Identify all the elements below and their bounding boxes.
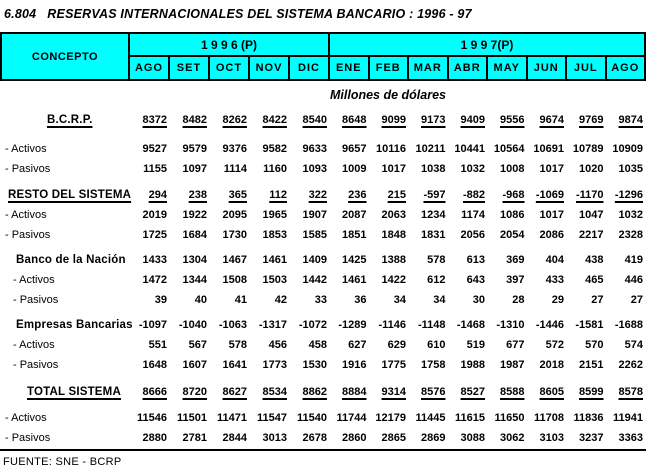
row-label: Banco de la Nación: [16, 254, 126, 266]
value-cell: 34: [393, 294, 406, 306]
value-cell: 433: [545, 274, 564, 286]
value-cell: 8648: [342, 114, 367, 126]
year-1996-header: 1 9 9 6 (P): [130, 34, 328, 55]
value-cell: 1472: [142, 274, 167, 286]
value-cell: 3013: [262, 432, 287, 444]
value-cell: 8627: [222, 386, 247, 398]
value-cell: 1032: [460, 163, 485, 175]
value-cell: 1461: [262, 254, 287, 266]
table-row: [0, 382, 646, 402]
value-cell: 9527: [142, 143, 167, 155]
value-cell: -882: [462, 189, 485, 201]
value-cell: 8540: [302, 114, 327, 126]
row-label: - Activos: [5, 209, 47, 221]
value-cell: 322: [308, 189, 327, 201]
table-row: [0, 355, 646, 375]
value-cell: 1388: [381, 254, 406, 266]
value-cell: 8372: [142, 114, 167, 126]
value-cell: 3103: [539, 432, 564, 444]
value-cell: 1008: [500, 163, 525, 175]
table-row: [0, 335, 646, 355]
value-cell: 11501: [177, 412, 207, 424]
value-cell: -968: [502, 189, 525, 201]
value-cell: 465: [585, 274, 604, 286]
value-cell: 1425: [342, 254, 367, 266]
value-cell: 8578: [618, 386, 643, 398]
value-cell: 1174: [461, 209, 485, 221]
value-cell: 1017: [381, 163, 406, 175]
row-label: - Pasivos: [13, 294, 59, 306]
value-cell: 1234: [421, 209, 446, 221]
value-cell: 1585: [302, 229, 327, 241]
value-cell: 2869: [421, 432, 446, 444]
value-cell: 1433: [142, 254, 167, 266]
value-cell: 2328: [618, 229, 643, 241]
month-header-1996-dic: DIC: [290, 57, 328, 79]
row-label: B.C.R.P.: [47, 114, 93, 126]
value-cell: 8599: [579, 386, 604, 398]
value-cell: 446: [624, 274, 643, 286]
value-cell: 1047: [579, 209, 604, 221]
value-cell: 1422: [381, 274, 406, 286]
value-cell: 574: [624, 339, 643, 351]
value-cell: -1069: [535, 189, 564, 201]
value-cell: 9674: [539, 114, 564, 126]
row-label: TOTAL SISTEMA: [27, 386, 121, 398]
value-cell: 1017: [539, 209, 564, 221]
value-cell: 2063: [381, 209, 406, 221]
value-cell: -1063: [218, 319, 247, 331]
value-cell: 2018: [539, 359, 564, 371]
value-cell: 1304: [182, 254, 207, 266]
value-cell: 11471: [217, 412, 247, 424]
value-cell: 8482: [182, 114, 207, 126]
value-cell: 9769: [579, 114, 604, 126]
value-cell: -1296: [614, 189, 643, 201]
value-cell: 11744: [336, 412, 367, 424]
month-header-1997-mar: MAR: [409, 57, 447, 79]
value-cell: 9173: [421, 114, 446, 126]
value-cell: 551: [148, 339, 167, 351]
value-cell: 1093: [302, 163, 327, 175]
value-cell: 610: [427, 339, 446, 351]
value-cell: 11836: [573, 412, 604, 424]
value-cell: 365: [228, 189, 247, 201]
value-cell: 8605: [539, 386, 564, 398]
value-cell: 567: [188, 339, 207, 351]
value-cell: 2781: [182, 432, 207, 444]
value-cell: 10564: [493, 143, 525, 155]
value-cell: 1442: [302, 274, 327, 286]
value-cell: 33: [314, 294, 327, 306]
value-cell: 9376: [222, 143, 247, 155]
value-cell: 9556: [500, 114, 525, 126]
value-cell: 11708: [534, 412, 564, 424]
month-header-1997-jun: JUN: [528, 57, 566, 79]
month-header-1996-set: SET: [170, 57, 208, 79]
value-cell: 10909: [612, 143, 643, 155]
table-row: [0, 270, 646, 290]
month-header-1996-nov: NOV: [250, 57, 288, 79]
value-cell: 1503: [262, 274, 287, 286]
month-header-1997-ago: AGO: [607, 57, 645, 79]
value-cell: 30: [472, 294, 485, 306]
value-cell: 8884: [342, 386, 367, 398]
value-cell: 1851: [342, 229, 367, 241]
value-cell: 2262: [618, 359, 643, 371]
row-label: - Activos: [5, 412, 47, 424]
value-cell: 1160: [263, 163, 287, 175]
value-cell: 2880: [142, 432, 167, 444]
value-cell: 39: [154, 294, 167, 306]
value-cell: 2019: [142, 209, 167, 221]
value-cell: 1987: [500, 359, 525, 371]
value-cell: 12179: [375, 412, 406, 424]
value-cell: -1310: [496, 319, 525, 331]
value-cell: -1446: [535, 319, 564, 331]
row-label: - Activos: [13, 274, 55, 286]
value-cell: 1530: [302, 359, 327, 371]
table-row: [0, 290, 646, 310]
value-cell: 9874: [618, 114, 643, 126]
table-header: [0, 32, 646, 81]
value-cell: 643: [466, 274, 485, 286]
value-cell: 294: [148, 189, 167, 201]
row-label: - Pasivos: [5, 229, 51, 241]
value-cell: 1607: [182, 359, 207, 371]
value-cell: 8588: [500, 386, 525, 398]
value-cell: 34: [433, 294, 446, 306]
value-cell: -1040: [178, 319, 207, 331]
value-cell: 1020: [579, 163, 604, 175]
value-cell: 612: [427, 274, 446, 286]
month-header-1997-jul: JUL: [567, 57, 605, 79]
value-cell: 438: [585, 254, 604, 266]
value-cell: 27: [591, 294, 604, 306]
value-cell: 1922: [182, 209, 207, 221]
units-label: Millones de dólares: [329, 88, 446, 102]
value-cell: 1009: [342, 163, 367, 175]
value-cell: 112: [269, 189, 287, 201]
value-cell: 10211: [415, 143, 446, 155]
value-cell: 458: [308, 339, 327, 351]
value-cell: 28: [512, 294, 525, 306]
value-cell: 629: [387, 339, 406, 351]
value-cell: 27: [630, 294, 643, 306]
value-cell: 627: [348, 339, 367, 351]
value-cell: 2860: [342, 432, 367, 444]
table-row: [0, 428, 646, 448]
value-cell: 215: [387, 189, 406, 201]
value-cell: 2678: [302, 432, 327, 444]
month-header-1997-abr: ABR: [449, 57, 487, 79]
value-cell: -1581: [575, 319, 604, 331]
value-cell: 41: [234, 294, 247, 306]
row-label: - Activos: [13, 339, 55, 351]
value-cell: 9657: [342, 143, 367, 155]
value-cell: 11547: [257, 412, 287, 424]
value-cell: 42: [274, 294, 287, 306]
table-row: [0, 139, 646, 159]
month-header-1996-oct: OCT: [210, 57, 248, 79]
value-cell: 613: [466, 254, 485, 266]
value-cell: 1916: [342, 359, 367, 371]
value-cell: 8534: [262, 386, 287, 398]
value-cell: 1086: [500, 209, 525, 221]
value-cell: 1032: [618, 209, 643, 221]
value-cell: 8576: [421, 386, 446, 398]
value-cell: 10789: [572, 143, 604, 155]
value-cell: 11941: [613, 412, 643, 424]
value-cell: -1148: [417, 319, 446, 331]
value-cell: 3363: [618, 432, 643, 444]
value-cell: 1017: [539, 163, 564, 175]
value-cell: 9582: [262, 143, 287, 155]
table-row: [0, 250, 646, 270]
value-cell: 40: [194, 294, 207, 306]
value-cell: 9409: [460, 114, 485, 126]
value-cell: 404: [545, 254, 564, 266]
value-cell: 8262: [222, 114, 247, 126]
value-cell: 11615: [455, 412, 485, 424]
value-cell: 1853: [262, 229, 287, 241]
value-cell: 2054: [500, 229, 525, 241]
table-row: [0, 205, 646, 225]
month-header-1997-ene: ENE: [330, 57, 368, 79]
row-label: - Pasivos: [5, 432, 51, 444]
value-cell: 11540: [297, 412, 327, 424]
value-cell: 8527: [460, 386, 485, 398]
value-cell: -1170: [575, 189, 604, 201]
value-cell: 9579: [182, 143, 207, 155]
page-title: 6.804 RESERVAS INTERNACIONALES DEL SISTEMA BANCARIO : 1996 - 97: [4, 7, 472, 21]
value-cell: 1035: [618, 163, 643, 175]
value-cell: -1468: [456, 319, 485, 331]
value-cell: 1409: [302, 254, 327, 266]
row-label: RESTO DEL SISTEMA: [8, 189, 132, 201]
value-cell: 2087: [342, 209, 367, 221]
value-cell: 578: [228, 339, 247, 351]
value-cell: 10441: [454, 143, 485, 155]
value-cell: 519: [466, 339, 485, 351]
value-cell: -597: [423, 189, 446, 201]
value-cell: -1097: [138, 319, 167, 331]
value-cell: 2056: [460, 229, 485, 241]
table-row: [0, 225, 646, 245]
value-cell: 9314: [381, 386, 406, 398]
value-cell: 8666: [142, 386, 167, 398]
value-cell: 236: [348, 189, 367, 201]
value-cell: 10116: [376, 143, 406, 155]
value-cell: 8720: [182, 386, 207, 398]
value-cell: 3062: [500, 432, 525, 444]
value-cell: 1155: [143, 163, 167, 175]
value-cell: 11546: [137, 412, 167, 424]
value-cell: 11445: [415, 412, 446, 424]
value-cell: 8862: [302, 386, 327, 398]
value-cell: 2217: [579, 229, 604, 241]
value-cell: -1289: [338, 319, 367, 331]
value-cell: 1648: [142, 359, 167, 371]
row-label: - Activos: [5, 143, 47, 155]
value-cell: 1684: [182, 229, 207, 241]
value-cell: 397: [506, 274, 525, 286]
value-cell: 11650: [494, 412, 525, 424]
value-cell: 29: [551, 294, 564, 306]
value-cell: -1688: [614, 319, 643, 331]
value-cell: 1730: [222, 229, 247, 241]
value-cell: 369: [506, 254, 525, 266]
value-cell: 9099: [381, 114, 406, 126]
month-header-1997-may: MAY: [488, 57, 526, 79]
month-header-1997-feb: FEB: [370, 57, 408, 79]
table-row: [0, 408, 646, 428]
value-cell: 1467: [222, 254, 247, 266]
value-cell: 2095: [222, 209, 247, 221]
row-label: - Pasivos: [13, 359, 59, 371]
value-cell: 2151: [579, 359, 604, 371]
row-label: - Pasivos: [5, 163, 51, 175]
value-cell: 2086: [539, 229, 564, 241]
value-cell: 9633: [302, 143, 327, 155]
table-row: [0, 110, 646, 130]
value-cell: 1097: [182, 163, 207, 175]
value-cell: 1988: [460, 359, 485, 371]
value-cell: 570: [585, 339, 604, 351]
value-cell: 36: [354, 294, 367, 306]
value-cell: 238: [188, 189, 207, 201]
value-cell: 2844: [222, 432, 247, 444]
value-cell: 2865: [381, 432, 406, 444]
value-cell: 1758: [421, 359, 446, 371]
value-cell: 1641: [222, 359, 247, 371]
value-cell: -1317: [258, 319, 287, 331]
value-cell: 3237: [579, 432, 604, 444]
value-cell: 1344: [182, 274, 207, 286]
value-cell: 419: [624, 254, 643, 266]
value-cell: 1907: [302, 209, 327, 221]
value-cell: 1965: [262, 209, 287, 221]
value-cell: 1725: [142, 229, 167, 241]
value-cell: 1773: [262, 359, 287, 371]
value-cell: -1072: [298, 319, 327, 331]
value-cell: 8422: [262, 114, 287, 126]
table-body: [0, 110, 646, 448]
value-cell: 10691: [533, 143, 564, 155]
table-row: [0, 185, 646, 205]
month-header-1996-ago: AGO: [130, 57, 168, 79]
source-note: FUENTE: SNE - BCRP: [3, 456, 122, 468]
value-cell: 677: [506, 339, 525, 351]
value-cell: 456: [268, 339, 287, 351]
year-1997-header: 1 9 9 7(P): [330, 34, 644, 55]
row-label: Empresas Bancarias: [16, 319, 133, 331]
value-cell: 572: [545, 339, 564, 351]
value-cell: 1848: [381, 229, 406, 241]
value-cell: 1038: [421, 163, 446, 175]
value-cell: 1114: [223, 163, 247, 175]
value-cell: -1146: [378, 319, 406, 331]
value-cell: 1775: [381, 359, 406, 371]
value-cell: 1508: [222, 274, 247, 286]
value-cell: 1831: [421, 229, 446, 241]
value-cell: 3088: [460, 432, 485, 444]
value-cell: 1461: [342, 274, 367, 286]
concept-column-header: CONCEPTO: [2, 34, 128, 79]
table-row: [0, 315, 646, 335]
table-row: [0, 159, 646, 179]
value-cell: 578: [427, 254, 446, 266]
